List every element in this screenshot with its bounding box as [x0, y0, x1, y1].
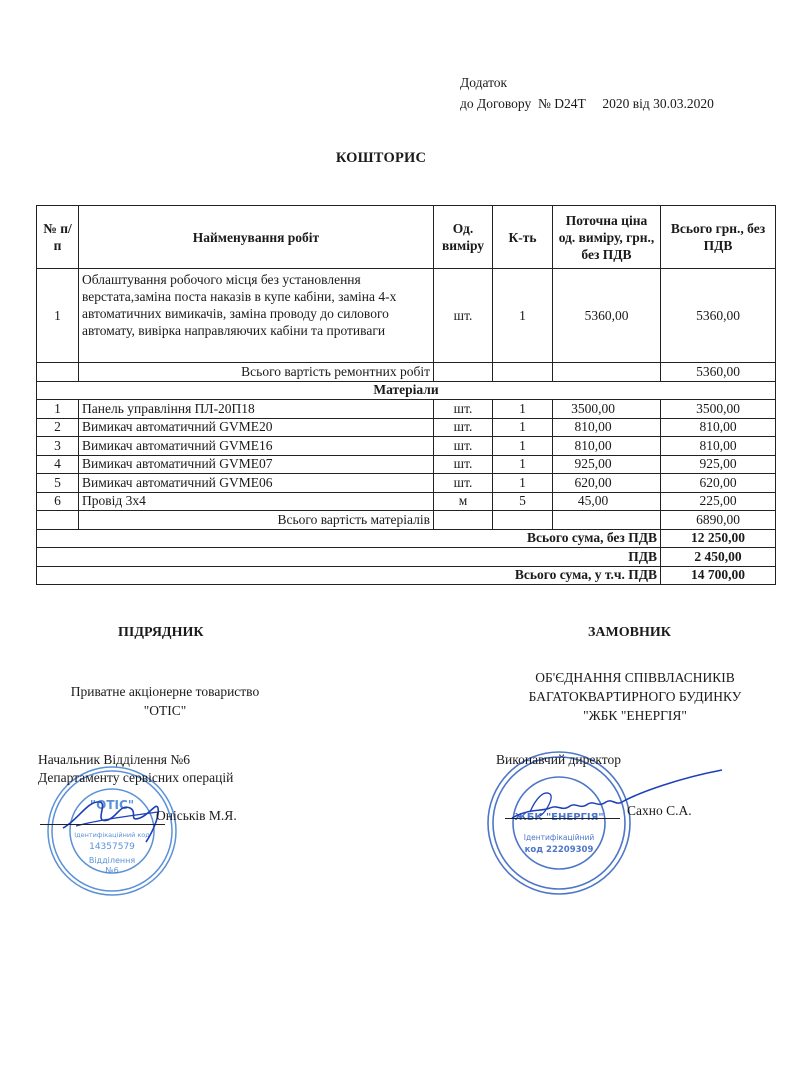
cell-qty: 1 — [493, 400, 553, 419]
stamp-id-code: 14357579 — [89, 842, 135, 852]
signature-stroke — [530, 793, 551, 816]
cell-total: 810,00 — [661, 437, 776, 456]
material-row — [37, 455, 776, 474]
empty-cell — [493, 363, 553, 382]
customer-signer-name: Сахно С.А. — [627, 803, 692, 818]
stamp-outer-ring-2 — [52, 771, 172, 891]
materials-total-label: Всього вартість матеріалів — [79, 511, 434, 530]
col-header-unit: Од. виміру — [434, 206, 493, 269]
customer-org-line3: "ЖБК "ЕНЕРГІЯ" — [583, 708, 687, 723]
cell-price: 5360,00 — [553, 269, 661, 363]
empty-cell — [553, 511, 661, 530]
cell-unit: шт. — [434, 437, 493, 456]
cell-name: Панель управління ПЛ-20П18 — [79, 400, 434, 419]
cell-name: Провід 3х4 — [79, 492, 434, 511]
customer-signature-line — [505, 818, 620, 819]
cell-name: Вимикач автоматичний GVME16 — [79, 437, 434, 456]
stamp-inner-ring — [70, 789, 154, 873]
sum-with-vat-row — [37, 566, 776, 585]
cell-qty: 1 — [493, 474, 553, 493]
sum-no-vat-label: Всього сума, без ПДВ — [37, 529, 661, 548]
stamp-id-label: Ідентифікаційний код — [74, 831, 150, 839]
materials-body — [37, 400, 776, 511]
materials-section-header: Матеріали — [37, 381, 776, 400]
empty-cell — [37, 511, 79, 530]
customer-org-line2: БАГАТОКВАРТИРНОГО БУДИНКУ — [528, 689, 742, 704]
contractor-role — [38, 751, 233, 787]
cell-qty: 1 — [493, 455, 553, 474]
stamp-id-label: Ідентифікаційний — [523, 833, 595, 842]
cell-no: 6 — [37, 492, 79, 511]
signature-stroke — [63, 802, 158, 842]
works-total-value: 5360,00 — [661, 363, 776, 382]
col-header-total: Всього грн., без ПДВ — [661, 206, 776, 269]
stamp-unit-line1: Відділення — [88, 856, 136, 865]
cell-no: 2 — [37, 418, 79, 437]
customer-org-line1: ОБ'ЄДНАННЯ СПІВВЛАСНИКІВ — [535, 670, 735, 685]
col-header-price: Поточна ціна од. виміру, грн., без ПДВ — [553, 206, 661, 269]
empty-cell — [434, 363, 493, 382]
material-row — [37, 418, 776, 437]
cell-price: 3500,00 — [553, 400, 661, 419]
sum-with-vat-label: Всього сума, у т.ч. ПДВ — [37, 566, 661, 585]
contractor-org-line2: "ОТІС" — [143, 703, 187, 718]
cell-unit: шт. — [434, 400, 493, 419]
customer-stamp — [484, 748, 634, 898]
cell-price: 810,00 — [553, 418, 661, 437]
material-row — [37, 437, 776, 456]
empty-cell — [493, 511, 553, 530]
sum-no-vat-row — [37, 529, 776, 548]
estimate-table — [36, 205, 776, 585]
customer-org — [490, 668, 780, 725]
table-header-row — [37, 206, 776, 269]
material-row — [37, 474, 776, 493]
cell-price: 620,00 — [553, 474, 661, 493]
cell-price: 810,00 — [553, 437, 661, 456]
materials-total-row — [37, 511, 776, 530]
contractor-signature-line — [40, 824, 165, 825]
cell-unit: м — [434, 492, 493, 511]
contractor-role-line2: Департаменту сервісних операцій — [38, 770, 234, 785]
document-title-text: КОШТОРИС — [335, 150, 427, 166]
customer-title: ЗАМОВНИК — [588, 625, 671, 640]
col-header-name: Найменування робіт — [79, 206, 434, 269]
cell-unit: шт. — [434, 269, 493, 363]
cell-no: 4 — [37, 455, 79, 474]
customer-signature — [510, 768, 730, 828]
works-total-row — [37, 363, 776, 382]
empty-cell — [37, 363, 79, 382]
cell-total: 3500,00 — [661, 400, 776, 419]
stamp-inner-ring — [513, 777, 605, 869]
cell-price: 45,00 — [553, 492, 661, 511]
contractor-signature — [58, 790, 168, 850]
material-row — [37, 400, 776, 419]
cell-total: 620,00 — [661, 474, 776, 493]
cell-qty: 1 — [493, 269, 553, 363]
contractor-role-line1: Начальник Відділення №6 — [38, 752, 191, 767]
cell-name: Вимикач автоматичний GVME20 — [79, 418, 434, 437]
works-total-label: Всього вартість ремонтних робіт — [79, 363, 434, 382]
cell-total: 925,00 — [661, 455, 776, 474]
stamp-unit-line2: №6 — [105, 866, 119, 875]
cell-name: Вимикач автоматичний GVME06 — [79, 474, 434, 493]
materials-total-value: 6890,00 — [661, 511, 776, 530]
vat-row — [37, 548, 776, 567]
cell-total: 225,00 — [661, 492, 776, 511]
materials-section-row — [37, 381, 776, 400]
customer-role: Виконавчий директор — [496, 752, 621, 767]
cell-total: 5360,00 — [661, 269, 776, 363]
contract-reference: до Договору № D24T 2020 від 30.03.2020 — [460, 96, 714, 111]
cell-no: 1 — [37, 400, 79, 419]
material-row — [37, 492, 776, 511]
sum-with-vat-value: 14 700,00 — [661, 566, 776, 585]
vat-value: 2 450,00 — [661, 548, 776, 567]
cell-qty: 5 — [493, 492, 553, 511]
stamp-id-code: код 22209309 — [524, 845, 594, 855]
table-row-work — [37, 269, 776, 363]
empty-cell — [434, 511, 493, 530]
vat-label: ПДВ — [37, 548, 661, 567]
col-header-qty: К-ть — [493, 206, 553, 269]
contractor-org-line1: Приватне акціонерне товариство — [70, 684, 260, 699]
sum-no-vat-value: 12 250,00 — [661, 529, 776, 548]
cell-total: 810,00 — [661, 418, 776, 437]
stamp-outer-ring — [488, 752, 630, 894]
cell-no: 3 — [37, 437, 79, 456]
cell-name: Облаштування робочого місця без установлення верстата,заміна поста наказів в купе кабіни, заміна 4-х автоматичних вимикачів, заміна проводу до силового автомату, вивірка направляючих кабіни та противаги — [79, 269, 434, 363]
contractor-org — [0, 682, 330, 720]
cell-no: 5 — [37, 474, 79, 493]
cell-qty: 1 — [493, 437, 553, 456]
col-header-no: № п/п — [37, 206, 79, 269]
stamp-center-name: "ОТІС" — [89, 798, 135, 812]
cell-price: 925,00 — [553, 455, 661, 474]
addendum-label: Додаток — [460, 75, 508, 90]
cell-unit: шт. — [434, 474, 493, 493]
addendum-header — [460, 72, 714, 114]
cell-qty: 1 — [493, 418, 553, 437]
contractor-signer-name: Оніськів М.Я. — [156, 808, 237, 823]
cell-unit: шт. — [434, 418, 493, 437]
cell-no: 1 — [37, 269, 79, 363]
stamp-center-name: ЖБК "ЕНЕРГІЯ" — [514, 812, 604, 823]
document-title — [0, 150, 786, 167]
cell-unit: шт. — [434, 455, 493, 474]
contractor-title: ПІДРЯДНИК — [118, 625, 204, 640]
stamp-outer-ring-2 — [493, 757, 625, 889]
empty-cell — [553, 363, 661, 382]
cell-name: Вимикач автоматичний GVME07 — [79, 455, 434, 474]
